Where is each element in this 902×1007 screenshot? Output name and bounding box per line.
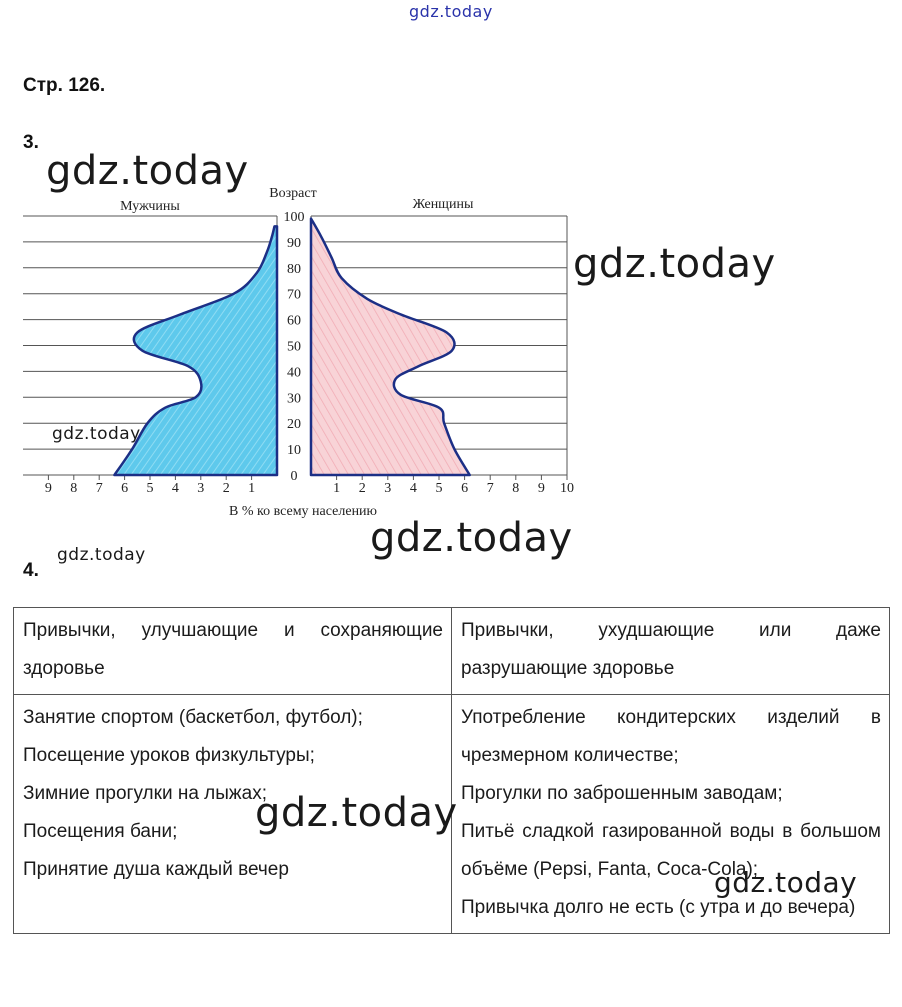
- age-tick-label: 20: [287, 417, 301, 433]
- list-item: Употребление кондитерских изделий в чрезмерном количестве;: [461, 707, 881, 766]
- watermark: gdz.today: [255, 790, 458, 836]
- watermark-top: gdz.today: [409, 2, 493, 21]
- watermark: gdz.today: [57, 545, 146, 565]
- men-percent-tick-label: 9: [44, 481, 52, 496]
- population-pyramid-chart: [0, 180, 600, 525]
- women-percent-tick-label: 9: [537, 481, 545, 496]
- task-4-label: 4.: [23, 560, 39, 581]
- list-item: Посещение уроков физкультуры;: [23, 745, 315, 766]
- women-percent-tick-label: 5: [435, 481, 443, 496]
- age-tick-labels: [284, 210, 305, 484]
- list-item: Занятие спортом (баскетбол, футбол);: [23, 707, 363, 728]
- women-percent-tick-label: 10: [560, 481, 574, 496]
- men-percent-tick-label: 1: [248, 481, 256, 496]
- task-3-label: 3.: [23, 132, 39, 153]
- watermark: gdz.today: [52, 424, 141, 444]
- age-tick-label: 90: [287, 235, 301, 251]
- watermark: gdz.today: [573, 241, 776, 287]
- list-item: Зимние прогулки на лыжах;: [23, 783, 267, 804]
- list-item: Принятие душа каждый вечер: [23, 859, 289, 880]
- header-good-habits: Привычки, улучшающие и сохраняющие здоровье: [14, 608, 452, 695]
- women-percent-tick-label: 4: [409, 481, 417, 496]
- women-percent-tick-label: 7: [486, 481, 494, 496]
- women-title: Женщины: [412, 197, 474, 212]
- age-axis-title: Возраст: [269, 186, 317, 201]
- men-percent-tick-label: 8: [70, 481, 78, 496]
- age-tick-label: 40: [287, 365, 301, 381]
- list-item: Питьё сладкой газированной воды в большом объёме (Pepsi, Fanta, Coca-Cola);: [461, 821, 881, 880]
- men-percent-tick-label: 5: [146, 481, 154, 496]
- age-tick-label: 0: [290, 469, 298, 484]
- age-tick-label: 50: [287, 339, 301, 355]
- watermark: gdz.today: [46, 148, 249, 194]
- men-percent-tick-label: 4: [171, 481, 179, 496]
- list-item: Посещения бани;: [23, 821, 178, 842]
- age-tick-label: 60: [287, 313, 301, 329]
- women-distribution-shape: [311, 219, 470, 475]
- age-tick-label: 100: [283, 210, 305, 225]
- table-header-row: [14, 608, 890, 695]
- men-percent-tick-label: 6: [121, 481, 129, 496]
- women-percent-tick-label: 2: [358, 481, 366, 496]
- watermark: gdz.today: [714, 866, 858, 899]
- men-percent-tick-labels: [45, 481, 255, 496]
- list-item: Прогулки по заброшенным заводам;: [461, 783, 783, 804]
- men-percent-tick-label: 3: [197, 481, 205, 496]
- watermark: gdz.today: [370, 515, 573, 561]
- women-percent-tick-label: 1: [333, 481, 341, 496]
- women-percent-tick-label: 6: [461, 481, 469, 496]
- women-percent-tick-label: 3: [384, 481, 392, 496]
- age-tick-label: 80: [287, 261, 301, 277]
- age-tick-label: 30: [287, 391, 301, 407]
- header-bad-habits: Привычки, ухудшающие или даже разрушающие здоровье: [452, 608, 890, 695]
- women-percent-tick-labels: [333, 481, 574, 496]
- percent-axis-title: В % ко всему населению: [228, 504, 378, 519]
- list-item: Привычка долго не есть (с утра и до вечера): [461, 897, 856, 918]
- men-percent-tick-label: 2: [222, 481, 230, 496]
- men-percent-tick-label: 7: [95, 481, 103, 496]
- page-heading: Стр. 126.: [23, 75, 106, 96]
- age-tick-label: 10: [287, 443, 301, 459]
- women-percent-tick-label: 8: [512, 481, 520, 496]
- age-tick-label: 70: [287, 287, 301, 303]
- men-title: Мужчины: [120, 199, 180, 214]
